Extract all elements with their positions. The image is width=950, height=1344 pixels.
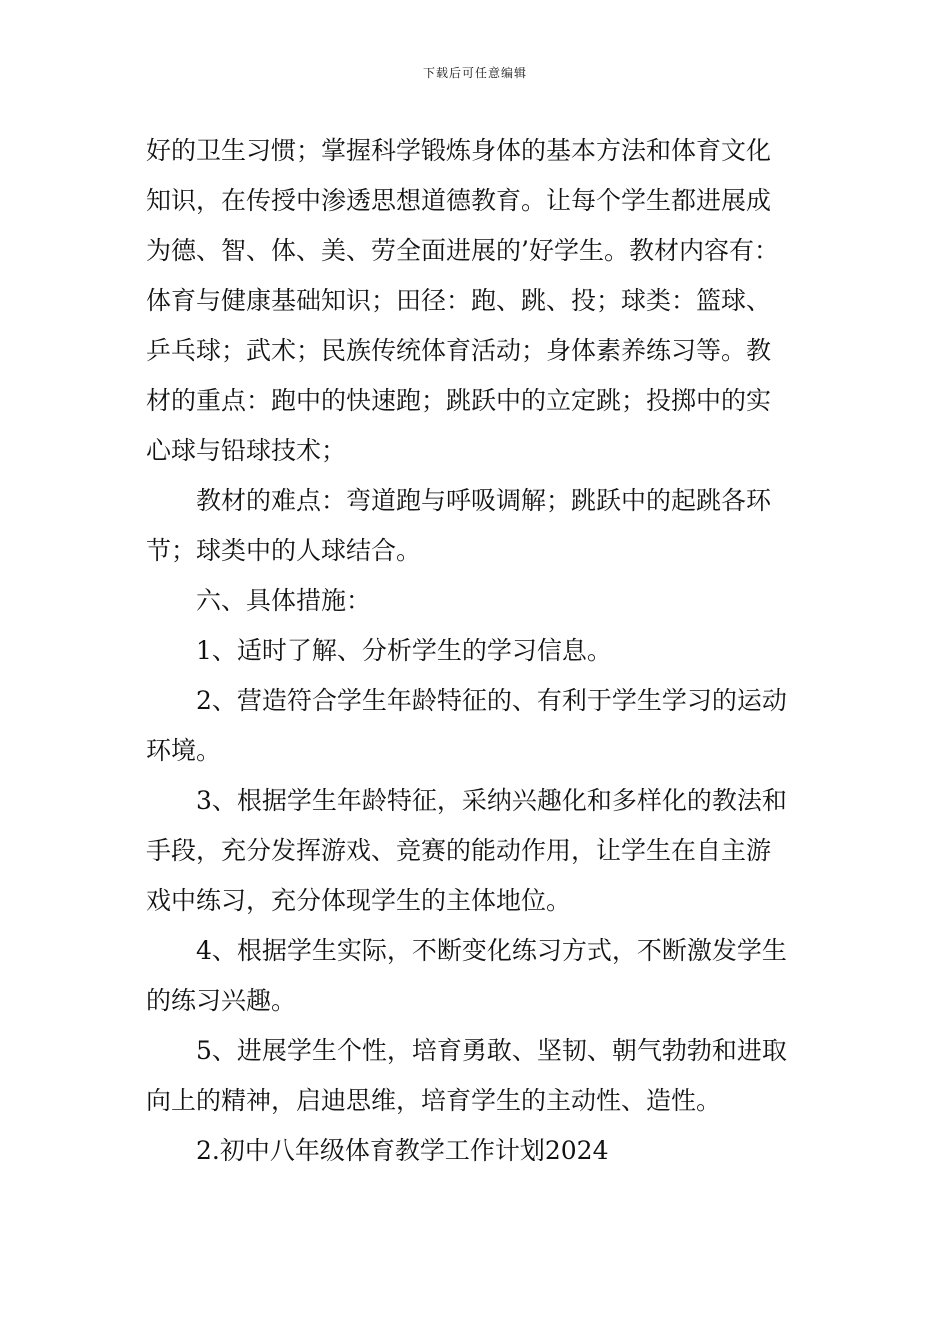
section-title: 2.初中八年级体育教学工作计划2024 (196, 1136, 609, 1165)
text-line: 乒乓球；武术；民族传统体育活动；身体素养练习等。教 (146, 336, 772, 365)
text-line: 环境。 (146, 736, 222, 765)
section-heading: 六、具体措施： (196, 586, 372, 615)
text-line: 知识，在传授中渗透思想道德教育。让每个学生都进展成 (146, 186, 772, 215)
list-item: 5、进展学生个性，培育勇敢、坚韧、朝气勃勃和进取 (196, 1036, 787, 1065)
list-item: 4、根据学生实际，不断变化练习方式，不断激发学生 (196, 936, 787, 965)
text-line: 材的重点：跑中的快速跑；跳跃中的立定跳；投掷中的实 (146, 386, 772, 415)
page-header-note: 下载后可任意编辑 (422, 66, 527, 80)
text-line: 手段，充分发挥游戏、竞赛的能动作用，让学生在自主游 (146, 836, 772, 865)
text-line: 的练习兴趣。 (146, 986, 297, 1015)
text-line: 戏中练习，充分体现学生的主体地位。 (146, 886, 572, 915)
text-line: 为德、智、体、美、劳全面进展的’好学生。教材内容有： (146, 236, 779, 265)
text-line: 心球与铅球技术； (146, 436, 347, 465)
text-line: 好的卫生习惯；掌握科学锻炼身体的基本方法和体育文化 (146, 136, 772, 165)
text-line: 节；球类中的人球结合。 (146, 536, 422, 565)
list-item: 3、根据学生年龄特征，采纳兴趣化和多样化的教法和 (196, 786, 787, 815)
document-body (146, 126, 826, 1176)
text-line: 向上的精神，启迪思维，培育学生的主动性、造性。 (146, 1086, 722, 1115)
text-line: 体育与健康基础知识；田径：跑、跳、投；球类：篮球、 (146, 286, 772, 315)
list-item: 1、适时了解、分析学生的学习信息。 (196, 636, 612, 665)
text-line: 教材的难点：弯道跑与呼吸调解；跳跃中的起跳各环 (196, 486, 772, 515)
list-item: 2、营造符合学生年龄特征的、有利于学生学习的运动 (196, 686, 787, 715)
